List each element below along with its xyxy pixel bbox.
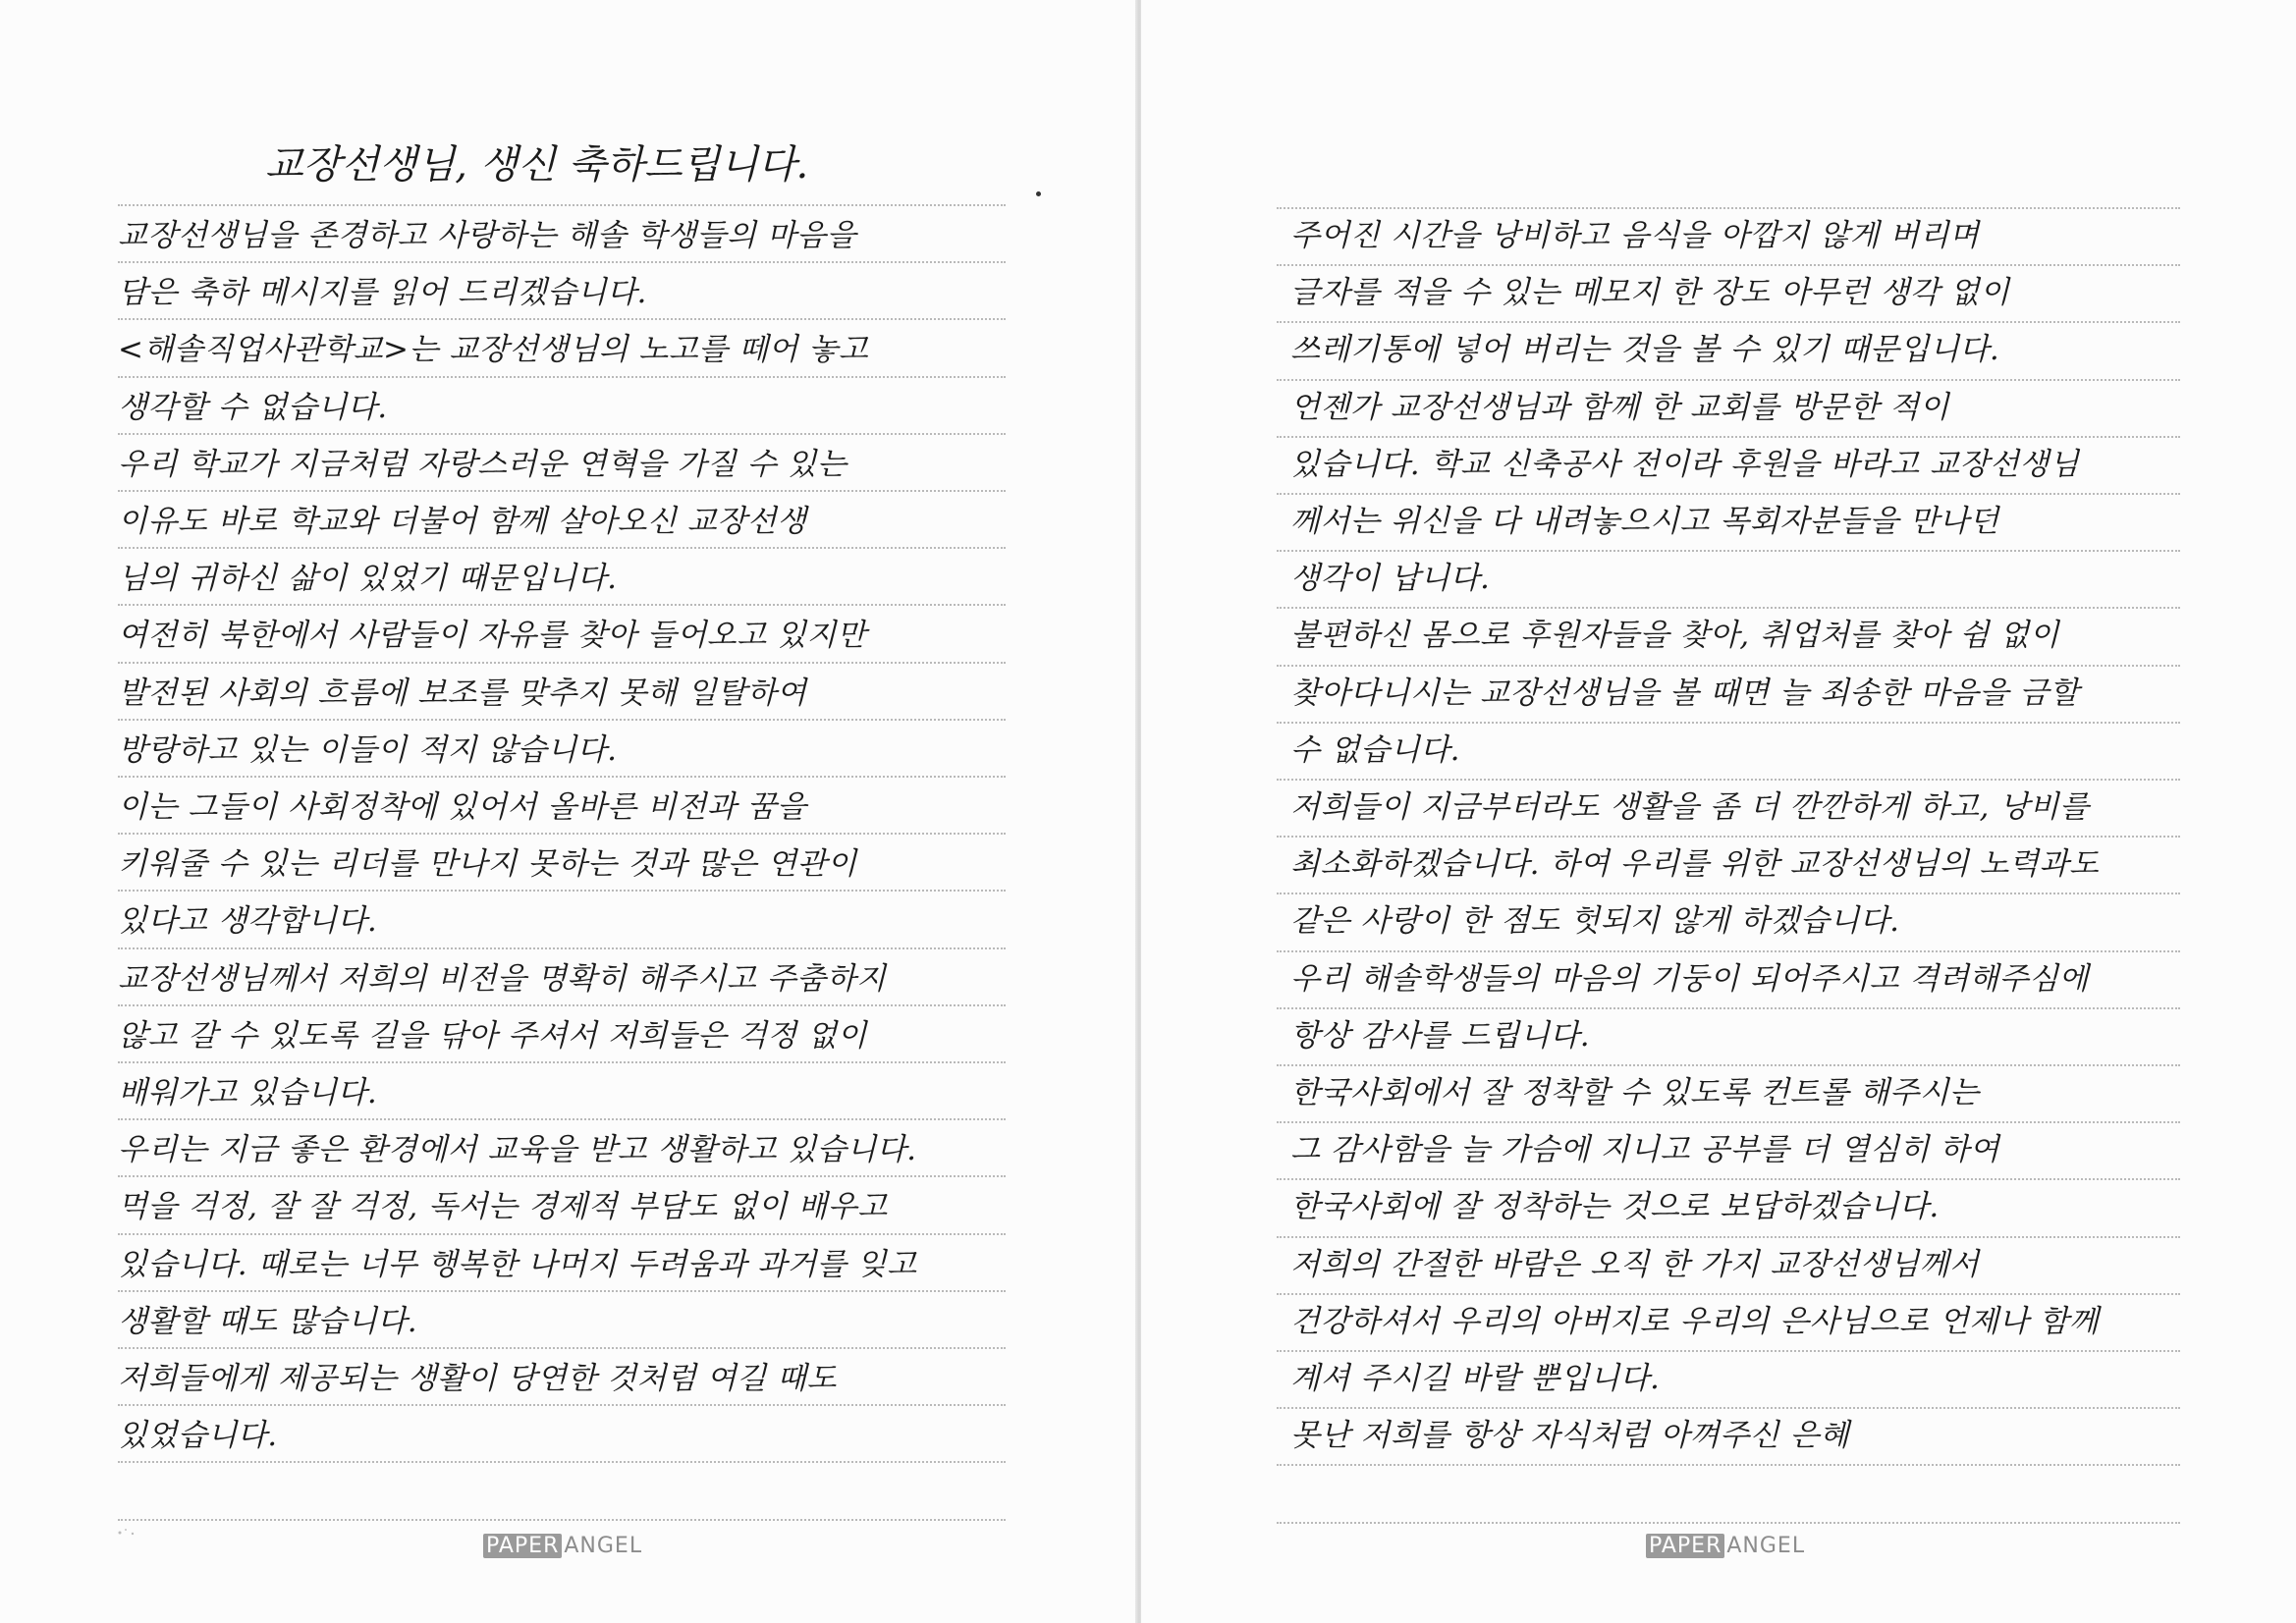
ruled-line xyxy=(118,1004,1006,1006)
handwritten-line: 못난 저희를 항상 자식처럼 아껴주신 은혜 xyxy=(1290,1418,1850,1454)
ruled-line xyxy=(1277,1464,2180,1466)
handwritten-line: 같은 사랑이 한 점도 헛되지 않게 하겠습니다. xyxy=(1290,903,1900,940)
handwritten-line: 최소화하겠습니다. 하여 우리를 위한 교장선생님의 노력과도 xyxy=(1290,846,2100,883)
ruled-line xyxy=(1277,665,2180,667)
ruled-line xyxy=(118,1175,1006,1177)
ruled-line xyxy=(1277,722,2180,724)
ruled-line xyxy=(118,719,1006,721)
ruled-line xyxy=(1277,1007,2180,1009)
handwritten-line: 이는 그들이 사회정착에 있어서 올바른 비전과 꿈을 xyxy=(118,789,807,825)
handwritten-line: 생각할 수 없습니다. xyxy=(118,389,388,425)
handwritten-line: 한국사회에서 잘 정착할 수 있도록 컨트롤 해주시는 xyxy=(1290,1075,1980,1110)
handwritten-line: 이유도 바로 학교와 더불어 함께 살아오신 교장선생 xyxy=(118,504,807,539)
handwritten-line: 교장선생님께서 저희의 비전을 명확히 해주시고 주춤하지 xyxy=(118,960,887,997)
ruled-line xyxy=(118,1061,1006,1063)
ruled-line xyxy=(118,833,1006,835)
ruled-line xyxy=(1277,893,2180,894)
ruled-line xyxy=(1277,836,2180,838)
handwritten-line: 생각이 납니다. xyxy=(1290,561,1491,597)
ruled-line xyxy=(118,1404,1006,1406)
paper-angel-logo xyxy=(1646,1532,1805,1561)
handwritten-line: 쓰레기통에 넣어 버리는 것을 볼 수 있기 때문입니다. xyxy=(1290,332,2000,368)
handwritten-line: 먹을 걱정, 잘 잘 걱정, 독서는 경제적 부담도 없이 배우고 xyxy=(118,1189,888,1225)
ruled-line xyxy=(118,1118,1006,1120)
handwritten-line: 있습니다. 학교 신축공사 전이라 후원을 바라고 교장선생님 xyxy=(1290,446,2080,482)
handwritten-line: 불편하신 몸으로 후원자들을 찾아, 취업처를 찾아 쉼 없이 xyxy=(1290,618,2060,654)
logo-paper-text: PAPER xyxy=(483,1534,562,1558)
handwritten-line: 우리 해솔학생들의 마음의 기둥이 되어주시고 격려해주심에 xyxy=(1290,960,2089,997)
ruled-line xyxy=(118,204,1006,206)
ruled-line xyxy=(1277,1064,2180,1066)
handwritten-line: 배워가고 있습니다. xyxy=(118,1075,378,1110)
ruled-line xyxy=(1277,207,2180,209)
handwritten-line: 항상 감사를 드립니다. xyxy=(1290,1017,1591,1054)
handwritten-line: 교장선생님을 존경하고 사랑하는 해솔 학생들의 마음을 xyxy=(118,218,857,253)
ruled-line xyxy=(1277,1121,2180,1123)
ruled-line xyxy=(1277,1350,2180,1352)
handwritten-line: 키워줄 수 있는 리더를 만나지 못하는 것과 많은 연관이 xyxy=(118,846,857,883)
handwritten-line: 한국사회에 잘 정착하는 것으로 보답하겠습니다. xyxy=(1290,1189,1940,1225)
handwritten-line: 우리는 지금 좋은 환경에서 교육을 받고 생활하고 있습니다. xyxy=(118,1132,917,1168)
ruled-line xyxy=(1277,1236,2180,1238)
ruled-line xyxy=(1277,1522,2180,1524)
handwritten-line: 있었습니다. xyxy=(118,1418,278,1454)
handwritten-line: 발전된 사회의 흐름에 보조를 맞추지 못해 일탈하여 xyxy=(118,675,807,711)
handwritten-line: 방랑하고 있는 이들이 적지 않습니다. xyxy=(118,731,618,768)
handwritten-line: 언젠가 교장선생님과 함께 한 교회를 방문한 적이 xyxy=(1290,389,1950,425)
handwritten-line: 찾아다니시는 교장선생님을 볼 때면 늘 죄송한 마음을 금할 xyxy=(1290,675,2080,711)
ruled-line xyxy=(118,1290,1006,1292)
ruled-line xyxy=(1277,1293,2180,1295)
ink-dot xyxy=(1036,191,1041,196)
handwritten-line: 우리 학교가 지금처럼 자랑스러운 연혁을 가질 수 있는 xyxy=(118,446,847,482)
left-page xyxy=(0,0,1137,1623)
handwritten-line: 께서는 위신을 다 내려놓으시고 목회자분들을 만나던 xyxy=(1290,504,1999,539)
handwritten-line: 저희들이 지금부터라도 생활을 좀 더 깐깐하게 하고, 낭비를 xyxy=(1290,789,2090,825)
ruled-line xyxy=(1277,321,2180,323)
handwritten-line: 저희의 간절한 바람은 오직 한 가지 교장선생님께서 xyxy=(1290,1246,1980,1282)
ruled-line xyxy=(118,947,1006,949)
ruled-line xyxy=(118,1519,1006,1521)
letter-title: 교장선생님, 생신 축하드립니다. xyxy=(265,142,809,188)
handwritten-line: 님의 귀하신 삶이 있었기 때문입니다. xyxy=(118,561,618,597)
ruled-line xyxy=(1277,1407,2180,1409)
ruled-line xyxy=(1277,436,2180,438)
logo-angel-text: ANGEL xyxy=(1726,1534,1806,1558)
handwritten-line: 계셔 주시길 바랄 뿐입니다. xyxy=(1290,1361,1661,1396)
ruled-line xyxy=(118,261,1006,263)
handwritten-line: 수 없습니다. xyxy=(1290,731,1460,768)
ruled-line xyxy=(1277,950,2180,952)
paper-speck-marks xyxy=(116,1524,145,1538)
handwritten-line: 있다고 생각합니다. xyxy=(118,903,378,940)
ruled-line xyxy=(118,1347,1006,1349)
ruled-line xyxy=(118,490,1006,492)
handwritten-line: <해솔직업사관학교>는 교장선생님의 노고를 떼어 놓고 xyxy=(118,332,869,368)
handwritten-line: 않고 갈 수 있도록 길을 닦아 주셔서 저희들은 걱정 없이 xyxy=(118,1017,867,1054)
handwritten-line: 글자를 적을 수 있는 메모지 한 장도 아무런 생각 없이 xyxy=(1290,275,2010,311)
handwritten-line: 생활할 때도 많습니다. xyxy=(118,1303,418,1339)
ruled-line xyxy=(118,318,1006,320)
ruled-line xyxy=(118,433,1006,435)
ruled-line xyxy=(1277,607,2180,609)
ruled-line xyxy=(1277,1178,2180,1180)
handwritten-line: 건강하셔서 우리의 아버지로 우리의 은사님으로 언제나 함께 xyxy=(1290,1303,2100,1339)
ruled-line xyxy=(1277,779,2180,781)
paper-angel-logo xyxy=(483,1532,642,1561)
handwritten-line: 여전히 북한에서 사람들이 자유를 찾아 들어오고 있지만 xyxy=(118,618,867,654)
ruled-line xyxy=(118,376,1006,378)
handwritten-line: 그 감사함을 늘 가슴에 지니고 공부를 더 열심히 하여 xyxy=(1290,1132,2000,1168)
ruled-line xyxy=(118,1461,1006,1463)
ruled-line xyxy=(118,1233,1006,1235)
ruled-line xyxy=(1277,550,2180,552)
handwritten-line: 주어진 시간을 낭비하고 음식을 아깝지 않게 버리며 xyxy=(1290,218,1980,253)
handwritten-line: 있습니다. 때로는 너무 행복한 나머지 두려움과 과거를 잊고 xyxy=(118,1246,917,1282)
ruled-line xyxy=(118,890,1006,892)
ruled-line xyxy=(118,604,1006,606)
logo-angel-text: ANGEL xyxy=(564,1534,643,1558)
logo-paper-text: PAPER xyxy=(1646,1534,1724,1558)
handwritten-line: 담은 축하 메시지를 읽어 드리겠습니다. xyxy=(118,275,647,311)
handwritten-line: 저희들에게 제공되는 생활이 당연한 것처럼 여길 때도 xyxy=(118,1361,837,1396)
ruled-line xyxy=(1277,264,2180,266)
ruled-line xyxy=(1277,493,2180,495)
ruled-line xyxy=(118,776,1006,778)
right-page xyxy=(1141,0,2296,1623)
ruled-line xyxy=(118,662,1006,664)
ruled-line xyxy=(1277,379,2180,381)
ruled-line xyxy=(118,547,1006,549)
